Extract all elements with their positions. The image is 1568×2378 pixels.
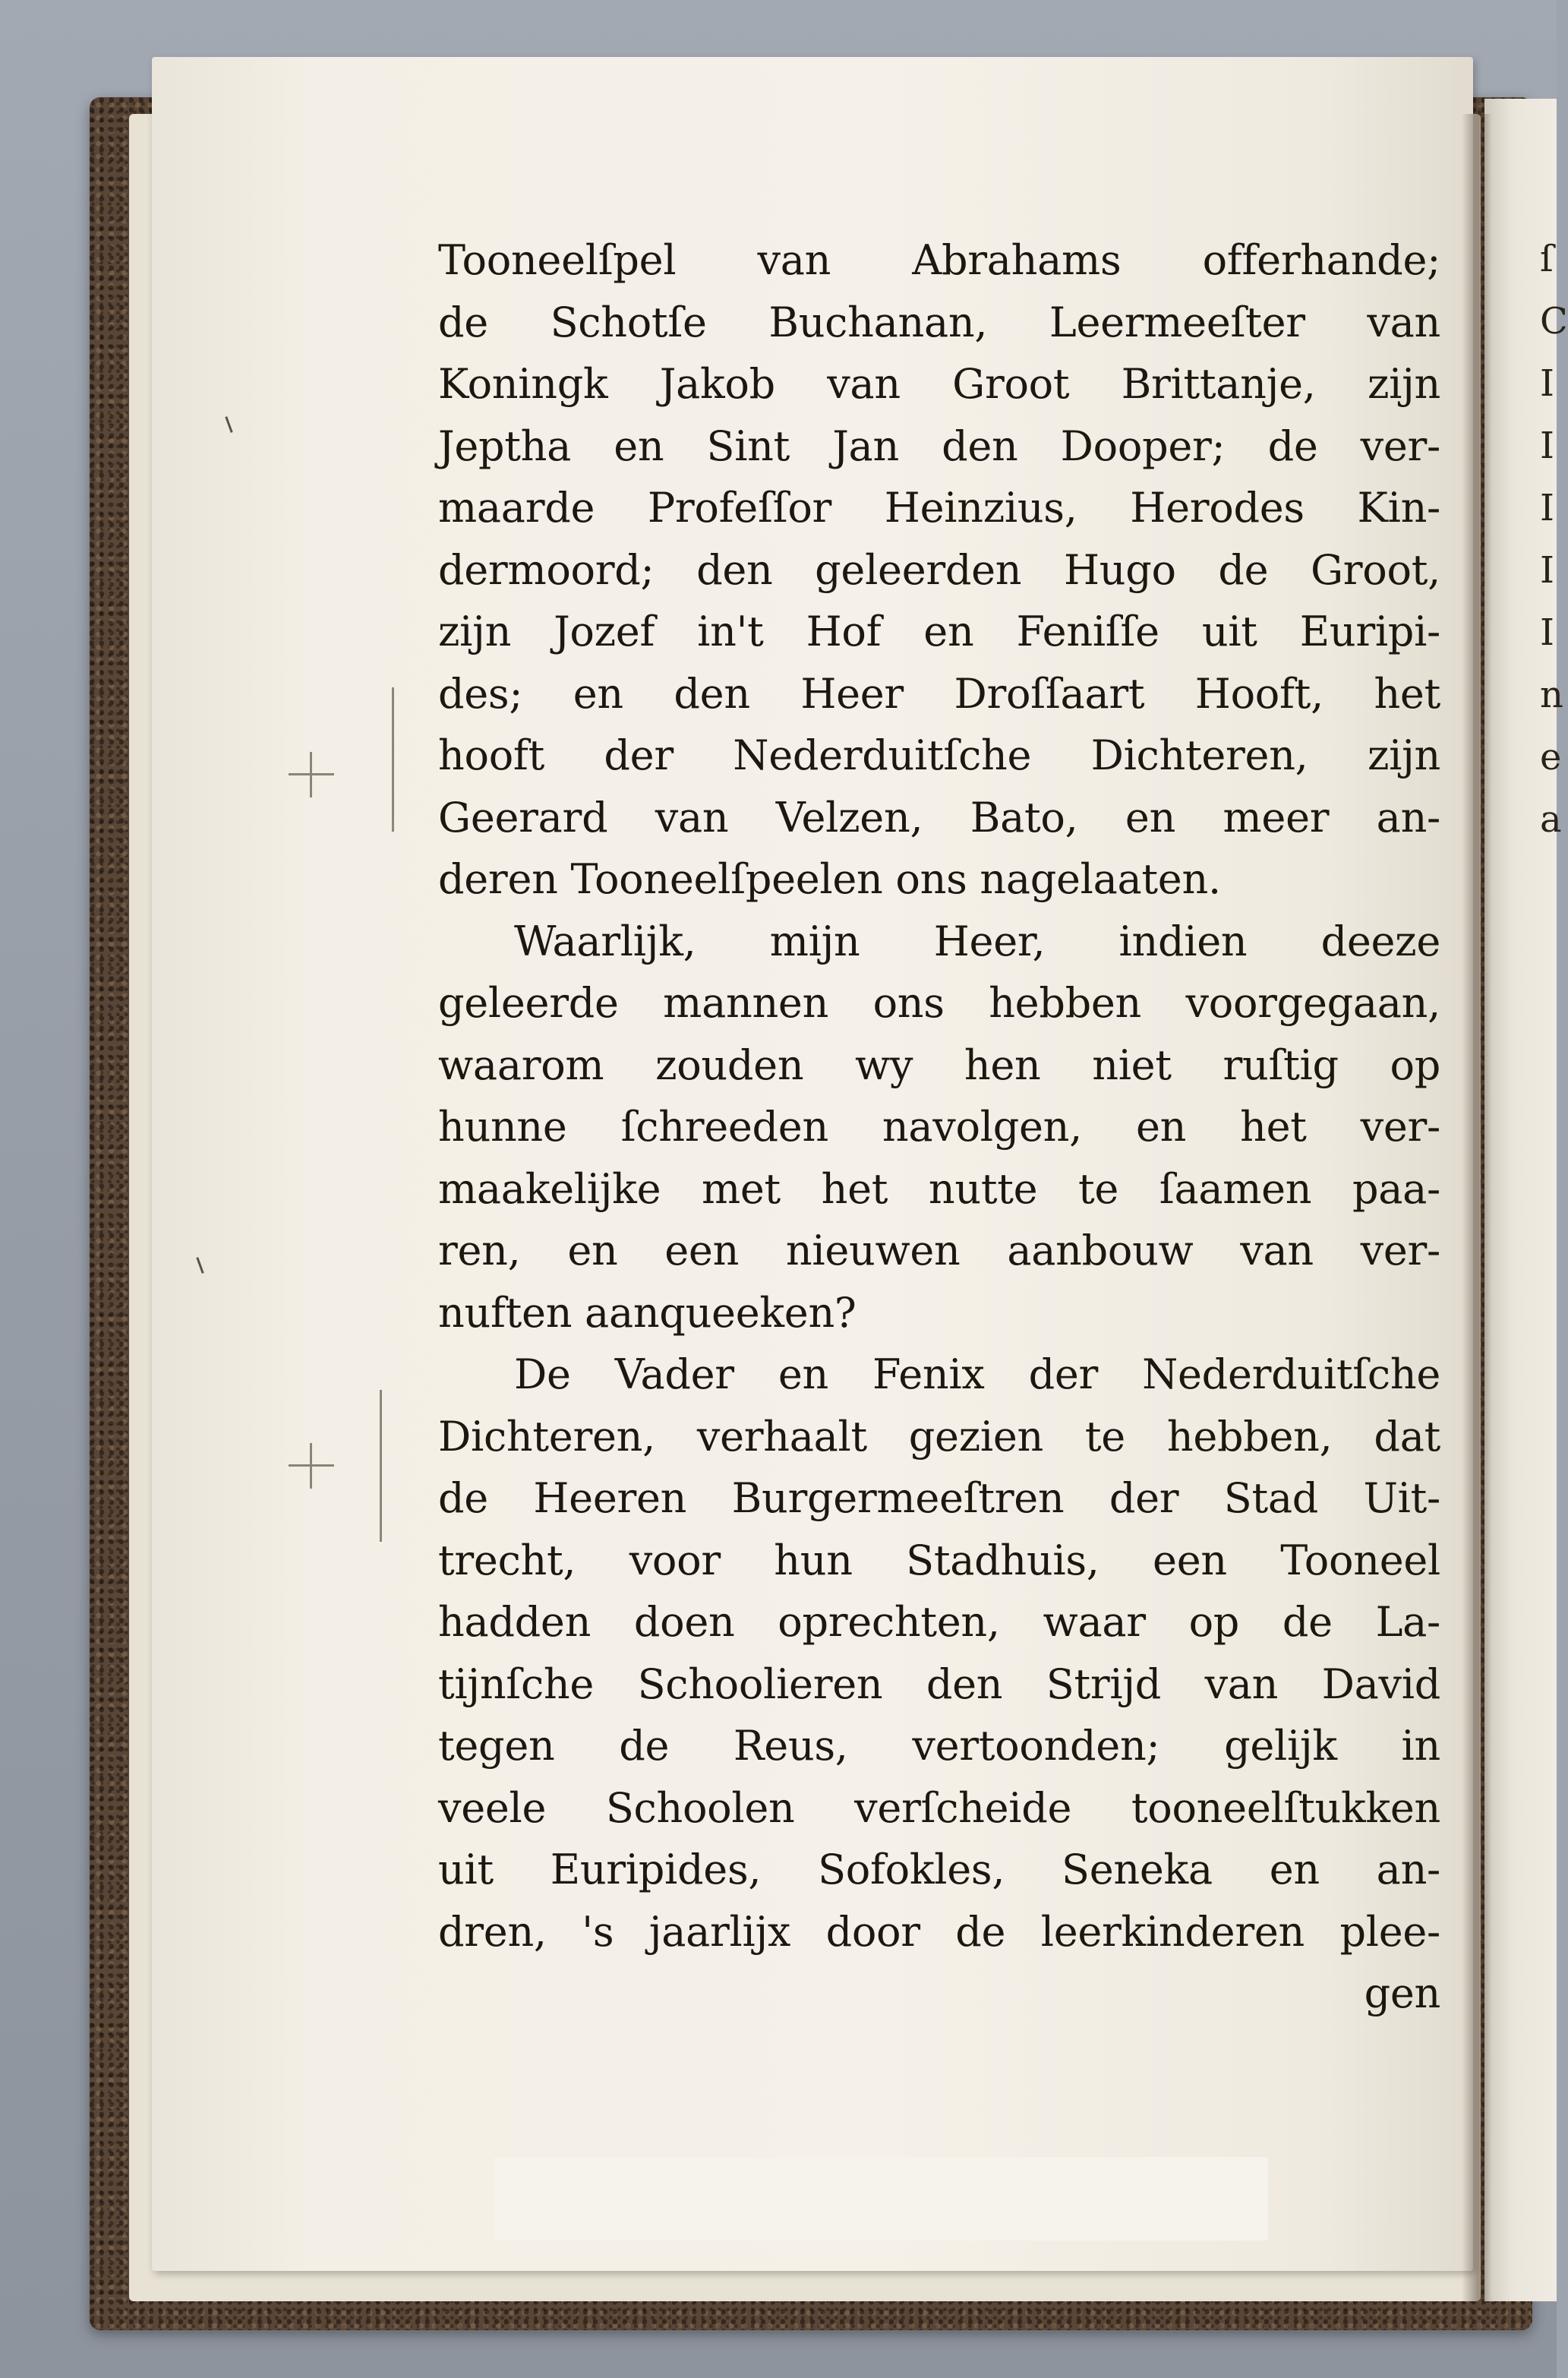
facing-page-glyph: C [1540,300,1568,343]
facing-page-glyph: I [1540,362,1554,405]
facing-page-glyph: I [1540,549,1554,592]
text-line: tegen de Reus, vertoonden; gelijk in [438,1722,1440,1770]
text-line: dermoord; den geleerden Hugo de Groot, [438,545,1440,594]
text-line: deren Tooneelſpeelen ons nagelaaten. [438,855,1221,903]
text-line: de Heeren Burgermeeſtren der Stad Uit- [438,1474,1440,1522]
text-line: hooft der Nederduitſche Dichteren, zijn [438,731,1440,779]
text-line: tijnſche Schoolieren den Strijd van David [438,1660,1440,1708]
text-line: Tooneelſpel van Abrahams offerhande; [438,236,1440,284]
facing-page-glyph: ſ [1540,238,1554,280]
text-line: De Vader en Fenix der Nederduitſche [514,1350,1440,1398]
pencil-margin-bar [392,687,394,832]
text-line: dren, 's jaarlijx door de leerkinderen plee- [438,1907,1440,1956]
catchword: gen [1364,1969,1440,2017]
facing-page-text [1540,228,1568,851]
text-line: geleerde mannen ons hebben voorgegaan, [438,979,1440,1027]
text-line: waarom zouden wy hen niet ruſtig op [438,1041,1440,1089]
facing-page-glyph: a [1540,798,1562,841]
page-text [438,229,1440,2025]
pencil-cross-mark [289,752,334,797]
facing-page-glyph: I [1540,425,1554,467]
text-line: Jeptha en Sint Jan den Dooper; de ver- [438,422,1440,470]
facing-page-glyph: e [1540,736,1562,778]
text-line: Dichteren, verhaalt gezien te hebben, dat [438,1412,1440,1461]
text-line: hadden doen oprechten, waar op de La- [438,1598,1440,1646]
text-line: nuften aanqueeken? [438,1288,857,1337]
text-line: Koningk Jakob van Groot Brittanje, zijn [438,360,1440,408]
text-line: des; en den Heer Droſſaart Hooft, het [438,669,1440,718]
text-line: veele Schoolen verſcheide tooneelſtukken [438,1783,1440,1832]
text-line: maakelijke met het nutte te ſaamen paa- [438,1164,1440,1213]
text-line: zijn Jozef in't Hof en Feniſſe uit Euripi- [438,608,1440,655]
facing-page-glyph: I [1540,611,1554,654]
text-line: Waarlijk, mijn Heer, indien deeze [514,917,1440,965]
text-line: maarde Profeſſor Heinzius, Herodes Kin- [438,484,1440,532]
page-gutter [1462,114,1492,2301]
pencil-cross-mark [289,1443,334,1489]
text-line: de Schotſe Buchanan, Leermeeſter van [438,298,1440,346]
pencil-margin-bar [380,1390,382,1542]
facing-page-glyph: n [1540,674,1563,716]
facing-page-glyph: I [1540,487,1554,529]
text-line: trecht, voor hun Stadhuis, een Tooneel [438,1536,1440,1584]
text-line: ren, en een nieuwen aanbouw van ver- [438,1227,1440,1274]
text-line: uit Euripides, Sofokles, Seneka en an- [438,1846,1440,1893]
text-line: hunne ſchreeden navolgen, en het ver- [438,1103,1440,1151]
blank-patch [494,2157,1268,2241]
text-line: Geerard van Velzen, Bato, en meer an- [438,793,1440,842]
